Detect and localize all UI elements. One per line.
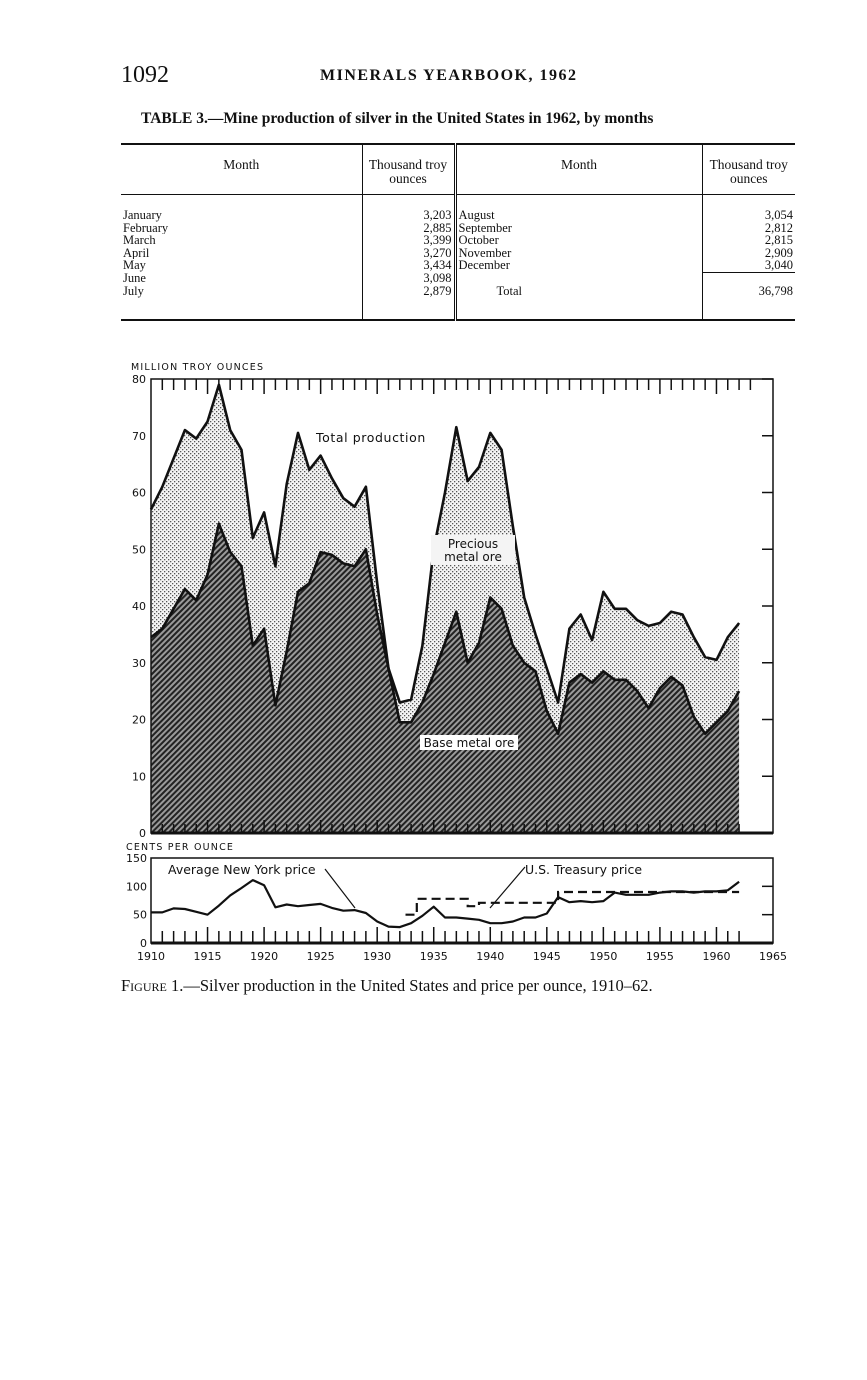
table-row bbox=[121, 247, 795, 260]
figure-caption-text: 1.—Silver production in the United States and price per ounce, 1910–62. bbox=[166, 976, 653, 995]
value-cell: 3,434 bbox=[362, 259, 455, 272]
month-cell: January bbox=[121, 195, 362, 222]
col-header-month-left: Month bbox=[121, 144, 362, 195]
table-row bbox=[121, 222, 795, 235]
month-cell: May bbox=[121, 259, 362, 272]
value-cell: 2,885 bbox=[362, 222, 455, 235]
table-row bbox=[121, 259, 795, 272]
month-cell: February bbox=[121, 222, 362, 235]
production-tick-label: 10 bbox=[132, 770, 146, 784]
total-value: 36,798 bbox=[702, 285, 795, 321]
month-cell: November bbox=[455, 247, 702, 260]
total-production-label: Total production bbox=[316, 430, 426, 445]
precious-metal-label: metal ore bbox=[444, 550, 502, 564]
production-tick-label: 0 bbox=[139, 827, 146, 840]
figure-caption bbox=[121, 976, 653, 996]
production-tick-label: 30 bbox=[132, 656, 146, 670]
year-tick-label: 1955 bbox=[645, 950, 674, 963]
year-tick-label: 1930 bbox=[363, 950, 392, 963]
treasury-price-label: U.S. Treasury price bbox=[525, 862, 643, 877]
month-cell: August bbox=[455, 195, 702, 222]
value-cell: 2,909 bbox=[764, 245, 793, 260]
table-title: TABLE 3.—Mine production of silver in the United States in 1962, by months bbox=[141, 110, 654, 127]
value-cell: 2,879 bbox=[362, 285, 455, 321]
table-row bbox=[121, 234, 795, 247]
month-cell: March bbox=[121, 234, 362, 247]
col-header-value-left: Thousand troy ounces bbox=[362, 144, 455, 195]
col-header-month-right: Month bbox=[455, 144, 702, 195]
year-tick-label: 1940 bbox=[476, 950, 505, 963]
value-cell: 3,040 bbox=[764, 258, 793, 272]
base-metal-label: Base metal ore bbox=[423, 736, 515, 750]
value-cell: 2,815 bbox=[764, 233, 793, 247]
price-tick-label: 100 bbox=[126, 880, 147, 894]
new-york-price-line bbox=[151, 880, 739, 927]
year-tick-label: 1920 bbox=[250, 950, 279, 963]
year-tick-label: 1935 bbox=[419, 950, 448, 963]
year-tick-label: 1945 bbox=[532, 950, 561, 963]
running-head: MINERALS YEARBOOK, 1962 bbox=[320, 67, 578, 84]
month-cell: October bbox=[455, 234, 702, 247]
price-tick-label: 50 bbox=[133, 908, 147, 922]
value-cell: 3,054 bbox=[764, 208, 793, 222]
year-tick-label: 1910 bbox=[137, 950, 165, 963]
price-tick-label: 150 bbox=[126, 852, 147, 865]
value-cell: 2,812 bbox=[764, 220, 793, 235]
table-row bbox=[121, 272, 795, 285]
year-tick-label: 1965 bbox=[759, 950, 787, 963]
value-cell: 3,098 bbox=[362, 272, 455, 285]
year-tick-label: 1960 bbox=[702, 950, 731, 963]
precious-metal-label: Precious bbox=[447, 537, 499, 551]
production-tick-label: 40 bbox=[132, 600, 146, 613]
month-cell: December bbox=[455, 259, 702, 272]
table-row bbox=[121, 285, 795, 321]
month-cell: September bbox=[455, 222, 702, 235]
year-tick-label: 1950 bbox=[589, 950, 618, 963]
production-tick-label: 50 bbox=[132, 543, 146, 557]
price-tick-label: 0 bbox=[140, 937, 147, 950]
treasury-price-line bbox=[406, 892, 740, 915]
production-tick-label: 70 bbox=[132, 429, 146, 443]
month-cell: June bbox=[121, 272, 362, 285]
silver-chart bbox=[0, 355, 867, 965]
total-label: Total bbox=[455, 285, 702, 321]
year-tick-label: 1915 bbox=[193, 950, 222, 963]
new-york-price-pointer bbox=[325, 869, 355, 908]
new-york-price-label: Average New York price bbox=[168, 862, 316, 877]
figure-caption-prefix: Figure bbox=[121, 976, 167, 995]
production-table bbox=[121, 143, 795, 321]
value-cell: 3,270 bbox=[362, 247, 455, 260]
table-row bbox=[121, 195, 795, 222]
year-tick-label: 1925 bbox=[306, 950, 335, 963]
page-number: 1092 bbox=[121, 62, 169, 88]
month-cell: April bbox=[121, 247, 362, 260]
production-tick-label: 20 bbox=[132, 713, 146, 727]
month-cell: July bbox=[121, 285, 362, 321]
value-cell: 3,203 bbox=[362, 195, 455, 222]
col-header-value-right: Thousand troy ounces bbox=[702, 144, 795, 195]
production-tick-label: 60 bbox=[132, 486, 146, 500]
production-tick-label: 80 bbox=[132, 373, 146, 386]
value-cell: 3,399 bbox=[362, 234, 455, 247]
price-axis-label: CENTS PER OUNCE bbox=[126, 842, 235, 853]
production-axis-label: MILLION TROY OUNCES bbox=[131, 362, 265, 373]
